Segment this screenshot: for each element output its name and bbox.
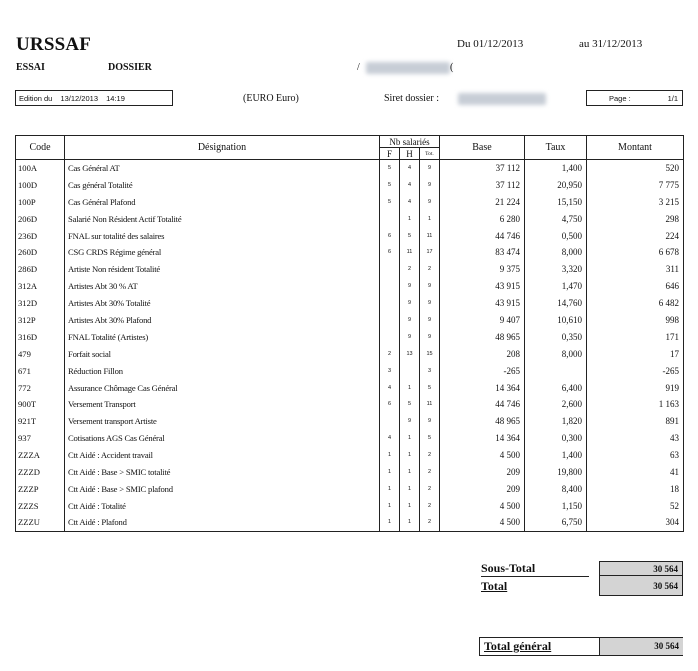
row-code: 900T [16,396,65,413]
row-designation: Artistes Abt 30 % AT [65,278,380,295]
row-nb-f [380,261,400,278]
row-base: 48 965 [440,413,525,430]
page-number: 1/1 [667,94,678,103]
row-base: 9 375 [440,261,525,278]
row-nb-h: 1 [400,497,420,514]
row-taux: 20,950 [525,176,587,193]
row-designation: Ctt Aidé : Base > SMIC totalité [65,464,380,481]
row-code: 100A [16,160,65,177]
row-code: ZZZU [16,514,65,531]
row-base: 209 [440,480,525,497]
row-montant: 520 [587,160,684,177]
page-box [586,90,683,106]
row-nb-h: 5 [400,227,420,244]
header-montant: Montant [587,136,684,160]
header-designation: Désignation [65,136,380,160]
row-base: 4 500 [440,447,525,464]
company-name: ESSAI [16,62,45,73]
row-designation: FNAL Totalité (Artistes) [65,328,380,345]
row-taux: 1,400 [525,447,587,464]
row-code: ZZZS [16,497,65,514]
row-code: 286D [16,261,65,278]
row-taux: 8,000 [525,345,587,362]
row-code: 921T [16,413,65,430]
row-designation: Artistes Abt 30% Totalité [65,295,380,312]
row-nb-h: 9 [400,413,420,430]
row-taux: 1,400 [525,160,587,177]
row-base: 9 407 [440,312,525,329]
row-nb-h: 1 [400,379,420,396]
row-nb-h: 4 [400,193,420,210]
row-code: 100D [16,176,65,193]
total-general-value: 30 564 [599,638,683,655]
row-montant: 43 [587,430,684,447]
row-nb-tot: 17 [420,244,440,261]
row-base: -265 [440,362,525,379]
row-nb-f: 3 [380,362,400,379]
row-montant: 298 [587,210,684,227]
row-base: 83 474 [440,244,525,261]
siret-label: Siret dossier : [384,93,439,104]
row-nb-tot: 9 [420,278,440,295]
sous-total-label: Sous-Total [481,561,536,575]
row-montant: 41 [587,464,684,481]
contributions-table [15,135,684,532]
row-montant: 6 678 [587,244,684,261]
header-code: Code [16,136,65,160]
row-nb-h: 2 [400,261,420,278]
table-row [16,278,684,295]
row-nb-h: 5 [400,396,420,413]
row-montant: 919 [587,379,684,396]
total-general-label: Total général [484,639,552,653]
row-montant: 171 [587,328,684,345]
row-nb-f [380,312,400,329]
total-general-box [479,637,683,656]
row-montant: 17 [587,345,684,362]
row-base: 4 500 [440,514,525,531]
row-nb-tot: 2 [420,464,440,481]
row-nb-f: 1 [380,480,400,497]
row-nb-h: 4 [400,160,420,177]
row-taux: 14,760 [525,295,587,312]
row-code: 312D [16,295,65,312]
row-montant: 224 [587,227,684,244]
row-nb-tot: 9 [420,193,440,210]
row-code: 772 [16,379,65,396]
row-nb-h: 9 [400,312,420,329]
row-nb-tot: 9 [420,312,440,329]
table-row [16,396,684,413]
row-designation: Ctt Aidé : Totalité [65,497,380,514]
row-nb-tot: 5 [420,379,440,396]
table-row [16,210,684,227]
row-code: 312A [16,278,65,295]
row-nb-f [380,278,400,295]
row-montant: 646 [587,278,684,295]
table-row [16,430,684,447]
row-nb-tot: 2 [420,514,440,531]
header-tot: Tot. [420,148,440,160]
row-nb-f: 6 [380,227,400,244]
row-nb-h: 9 [400,278,420,295]
row-taux: 3,320 [525,261,587,278]
row-nb-f: 4 [380,379,400,396]
edition-label: Edition du [19,94,53,103]
row-nb-f: 6 [380,396,400,413]
row-taux: 8,400 [525,480,587,497]
row-nb-h: 1 [400,464,420,481]
row-base: 14 364 [440,430,525,447]
table-row [16,328,684,345]
row-base: 208 [440,345,525,362]
row-nb-f: 5 [380,193,400,210]
row-nb-f: 2 [380,345,400,362]
row-taux: 1,470 [525,278,587,295]
row-nb-tot: 3 [420,362,440,379]
table-row [16,227,684,244]
table-row [16,447,684,464]
row-nb-tot: 15 [420,345,440,362]
row-nb-f [380,210,400,227]
row-nb-f: 4 [380,430,400,447]
row-nb-f: 1 [380,514,400,531]
row-code: ZZZA [16,447,65,464]
table-row [16,345,684,362]
row-montant: 7 775 [587,176,684,193]
row-base: 37 112 [440,160,525,177]
table-row [16,497,684,514]
row-base: 44 746 [440,396,525,413]
row-designation: FNAL sur totalité des salaires [65,227,380,244]
row-designation: Cas Général Plafond [65,193,380,210]
row-montant: 63 [587,447,684,464]
row-nb-h: 1 [400,430,420,447]
row-taux: 6,400 [525,379,587,396]
row-designation: Artiste Non résident Totalité [65,261,380,278]
row-nb-tot: 2 [420,447,440,464]
header-base: Base [440,136,525,160]
row-designation: Salarié Non Résident Actif Totalité [65,210,380,227]
row-code: ZZZP [16,480,65,497]
row-code: 260D [16,244,65,261]
row-base: 43 915 [440,278,525,295]
row-designation: Ctt Aidé : Accident travail [65,447,380,464]
row-nb-h: 9 [400,295,420,312]
row-nb-f: 6 [380,244,400,261]
row-nb-f [380,328,400,345]
row-designation: Artistes Abt 30% Plafond [65,312,380,329]
header-nb-salaries: Nb salariés [380,136,440,148]
row-nb-h [400,362,420,379]
row-code: 100P [16,193,65,210]
row-designation: Assurance Chômage Cas Général [65,379,380,396]
table-row [16,413,684,430]
edition-time: 14:19 [106,94,125,103]
row-nb-tot: 2 [420,261,440,278]
row-base: 209 [440,464,525,481]
row-nb-f: 5 [380,176,400,193]
row-taux: 1,820 [525,413,587,430]
period-start: Du 01/12/2013 [457,38,524,50]
table-row [16,464,684,481]
row-montant: 52 [587,497,684,514]
row-nb-f: 1 [380,497,400,514]
row-nb-tot: 9 [420,160,440,177]
table-row [16,176,684,193]
row-nb-f: 5 [380,160,400,177]
row-base: 14 364 [440,379,525,396]
row-taux: 1,150 [525,497,587,514]
row-nb-tot: 11 [420,227,440,244]
row-taux: 15,150 [525,193,587,210]
row-designation: Ctt Aidé : Base > SMIC plafond [65,480,380,497]
row-montant: 304 [587,514,684,531]
row-nb-f [380,413,400,430]
row-code: 316D [16,328,65,345]
header-f: F [380,148,400,160]
row-nb-tot: 9 [420,413,440,430]
table-body [16,160,684,532]
row-montant: -265 [587,362,684,379]
row-nb-h: 11 [400,244,420,261]
dossier-label: DOSSIER [108,62,152,73]
row-nb-tot: 9 [420,328,440,345]
row-code: 312P [16,312,65,329]
row-base: 48 965 [440,328,525,345]
total-value: 30 564 [599,576,683,596]
row-nb-h: 1 [400,447,420,464]
row-designation: CSG CRDS Régime général [65,244,380,261]
row-nb-tot: 2 [420,480,440,497]
redacted-dossier-name [366,62,450,74]
row-base: 37 112 [440,176,525,193]
row-nb-h: 1 [400,480,420,497]
row-montant: 891 [587,413,684,430]
table-row [16,514,684,531]
row-base: 43 915 [440,295,525,312]
sous-total-value: 30 564 [599,561,683,576]
row-nb-tot: 11 [420,396,440,413]
row-code: 479 [16,345,65,362]
row-taux [525,362,587,379]
row-designation: Réduction Fillon [65,362,380,379]
row-base: 4 500 [440,497,525,514]
row-montant: 998 [587,312,684,329]
row-code: 206D [16,210,65,227]
page-label: Page : [609,94,631,103]
row-taux: 8,000 [525,244,587,261]
row-code: 671 [16,362,65,379]
total-label: Total [481,579,508,593]
table-row [16,244,684,261]
row-base: 6 280 [440,210,525,227]
row-nb-h: 1 [400,514,420,531]
table-row [16,261,684,278]
row-designation: Ctt Aidé : Plafond [65,514,380,531]
row-nb-h: 1 [400,210,420,227]
row-nb-h: 4 [400,176,420,193]
row-nb-tot: 9 [420,295,440,312]
row-designation: Versement transport Artiste [65,413,380,430]
header-taux: Taux [525,136,587,160]
row-nb-f: 1 [380,464,400,481]
table-row [16,362,684,379]
row-taux: 0,500 [525,227,587,244]
row-nb-tot: 5 [420,430,440,447]
redacted-siret [458,93,546,105]
row-base: 44 746 [440,227,525,244]
sous-total-underline [481,576,589,577]
period-end: au 31/12/2013 [579,38,643,50]
row-taux: 4,750 [525,210,587,227]
row-nb-f [380,295,400,312]
table-row [16,480,684,497]
currency-label: (EURO Euro) [243,93,299,104]
row-nb-tot: 1 [420,210,440,227]
row-designation: Cotisations AGS Cas Général [65,430,380,447]
row-code: 236D [16,227,65,244]
row-designation: Forfait social [65,345,380,362]
row-code: ZZZD [16,464,65,481]
document-title: URSSAF [16,34,92,55]
row-montant: 18 [587,480,684,497]
row-designation: Versement Transport [65,396,380,413]
row-taux: 10,610 [525,312,587,329]
row-code: 937 [16,430,65,447]
row-montant: 6 482 [587,295,684,312]
row-taux: 6,750 [525,514,587,531]
row-taux: 0,300 [525,430,587,447]
row-montant: 1 163 [587,396,684,413]
row-taux: 19,800 [525,464,587,481]
table-row [16,379,684,396]
row-taux: 2,600 [525,396,587,413]
edition-box [15,90,173,106]
row-nb-h: 9 [400,328,420,345]
row-nb-tot: 2 [420,497,440,514]
row-base: 21 224 [440,193,525,210]
row-nb-tot: 9 [420,176,440,193]
table-row [16,312,684,329]
dossier-paren: ( [450,62,454,73]
table-row [16,160,684,177]
table-row [16,295,684,312]
edition-date: 13/12/2013 [60,94,98,103]
row-designation: Cas Général AT [65,160,380,177]
row-taux: 0,350 [525,328,587,345]
table-row [16,193,684,210]
header-h: H [400,148,420,160]
row-montant: 3 215 [587,193,684,210]
row-designation: Cas général Totalité [65,176,380,193]
dossier-separator: / [357,62,360,73]
row-nb-f: 1 [380,447,400,464]
row-nb-h: 13 [400,345,420,362]
row-montant: 311 [587,261,684,278]
